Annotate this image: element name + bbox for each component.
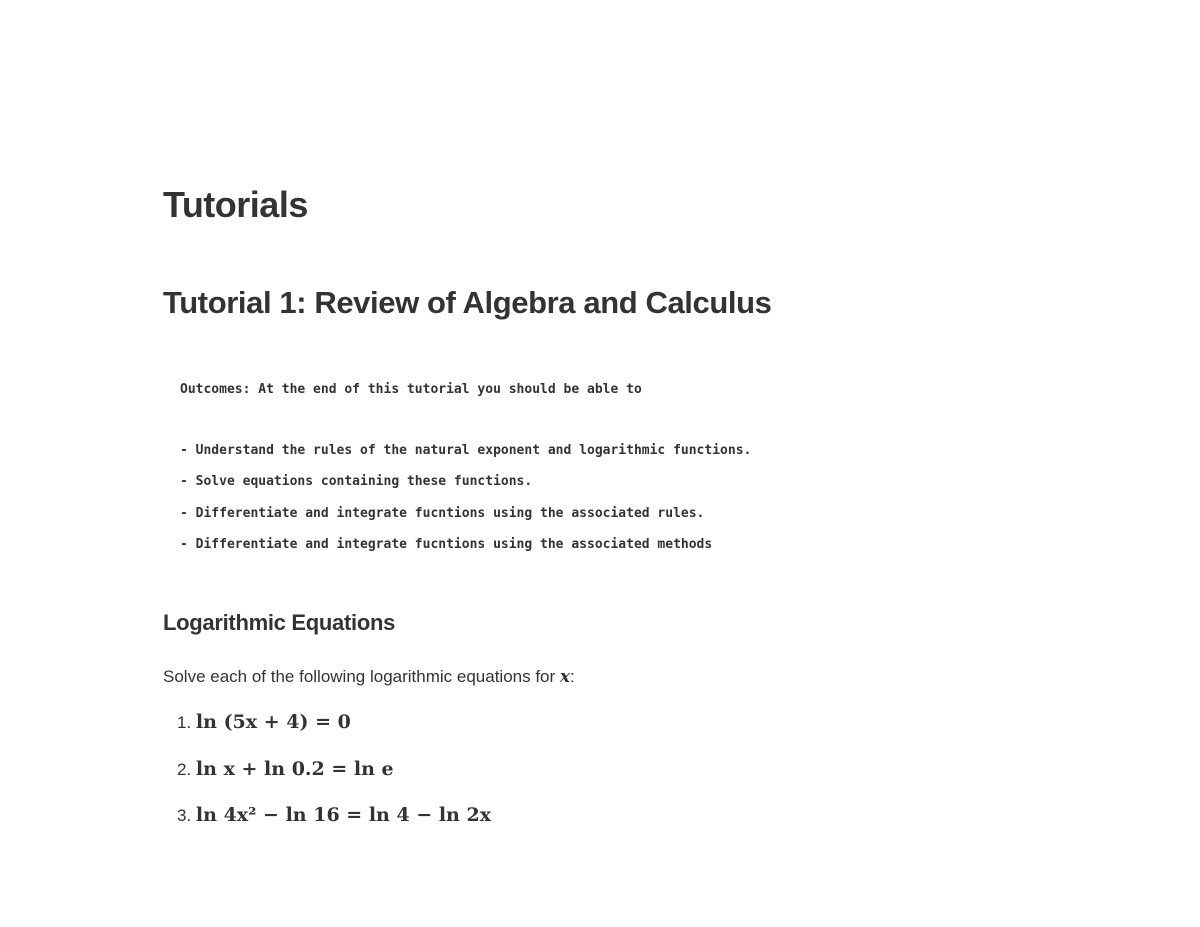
equation-number: 1. [177,713,192,732]
tutorial-title: Tutorial 1: Review of Algebra and Calculus [163,285,772,320]
section-title: Logarithmic Equations [163,610,396,635]
page-title: Tutorials [163,184,308,225]
intro-variable: x [559,667,571,687]
outcomes-intro: Outcomes: At the end of this tutorial you should be able to [180,382,642,397]
intro-suffix: : [570,667,575,686]
equation-expression: ln (5x + 4) = 0 [195,711,351,733]
equation-item [177,800,491,830]
equation-number: 3. [177,806,192,825]
equation-number: 2. [177,760,192,779]
outcome-item: - Differentiate and integrate fucntions using the associated rules. [180,506,705,521]
equation-expression: ln 4x² − ln 16 = ln 4 − ln 2x [195,804,492,826]
section-intro [163,665,575,689]
equation-expression: ln x + ln 0.2 = ln e [195,758,394,780]
intro-text: Solve each of the following logarithmic equations for [163,667,560,686]
outcome-item: - Solve equations containing these functions. [180,474,533,489]
equation-item [177,707,351,737]
outcome-item: - Understand the rules of the natural exponent and logarithmic functions. [180,443,752,458]
outcomes-block [180,380,752,552]
equation-item [177,754,394,784]
outcome-item: - Differentiate and integrate fucntions using the associated methods [180,537,713,552]
